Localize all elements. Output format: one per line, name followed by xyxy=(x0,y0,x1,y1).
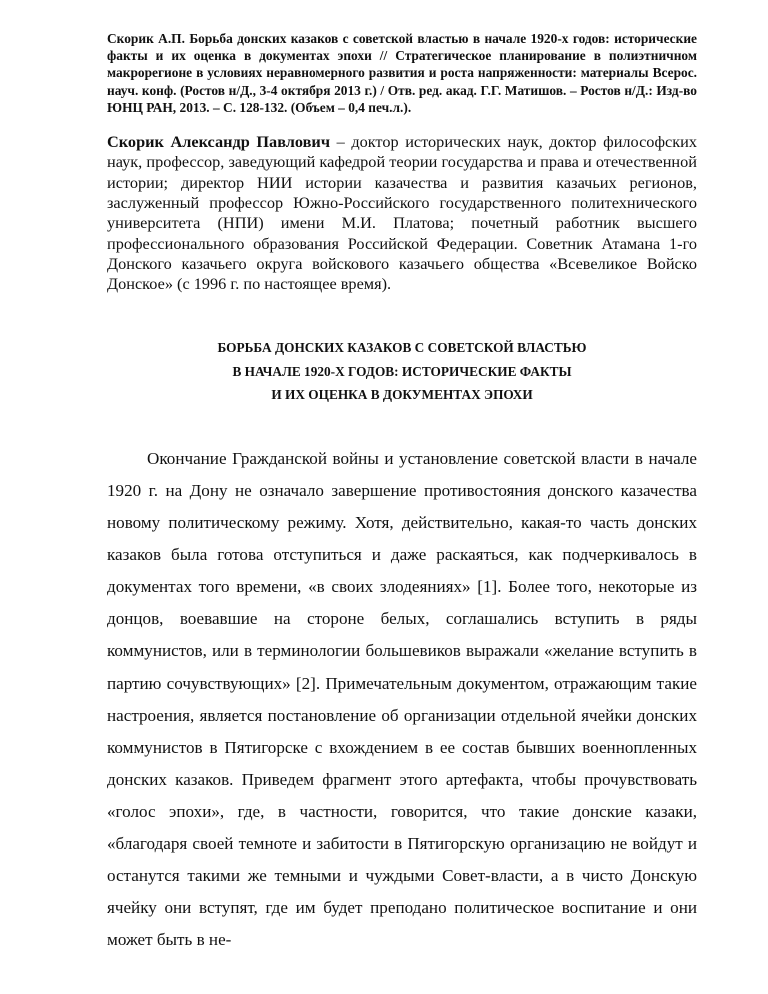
document-page xyxy=(107,30,697,956)
citation-header: Скорик А.П. Борьба донских казаков с советской властью в начале 1920-х годов: исторические факты и их оценка в документах эпохи // Стратегическое планирование в полиэтничном макрорегионе в условиях неравномерного развития и роста напряженности: материалы Всерос. науч. конф. (Ростов н/Д., 3-4 октября 2013 г.) / Отв. ред. акад. Г.Г. Матишов. – Ростов н/Д.: Изд-во ЮНЦ РАН, 2013. – С. 128-132. (Объем – 0,4 печ.л.). xyxy=(107,31,697,115)
author-paragraph xyxy=(107,132,697,294)
title-line-1: БОРЬБА ДОНСКИХ КАЗАКОВ С СОВЕТСКОЙ ВЛАСТЬЮ xyxy=(217,340,587,356)
title-line-3: И ИХ ОЦЕНКА В ДОКУМЕНТАХ ЭПОХИ xyxy=(271,387,533,403)
article-title xyxy=(107,336,697,407)
body-paragraph: Окончание Гражданской войны и установление советской власти в начале 1920 г. на Дону не означало завершение противостояния донского казачества новому политическому режиму. Хотя, действительно, какая-то часть донских казаков была готова отступиться и даже раскаяться, как подчеркивалось в документах того времени, «в своих злодеяниях» [1]. Более того, некоторые из донцов, воевавшие на стороне белых, соглашались вступить в ряды коммунистов, или в терминологии большевиков выражали «желание вступить в партию сочувствующих» [2]. Примечательным документом, отражающим такие настроения, является постановление об организации отдельной ячейки донских коммунистов в Пятигорске с вхождением в ее состав бывших военнопленных донских казаков. Приведем фрагмент этого артефакта, чтобы прочувствовать «голос эпохи», где, в частности, говорится, что такие донские казаки, «благодаря своей темноте и забитости в Пятигорскую организацию не войдут и останутся такими же темными и чуждыми Совет-власти, а в чисто Донскую ячейку они вступят, где им будет преподано политическое воспитание и они может быть в не- xyxy=(107,448,697,950)
author-bio: – доктор исторических наук, доктор философских наук, профессор, заведующий кафедрой теории государства и права и отечественной истории; директор НИИ истории казачества и развития казачьих регионов, заслуженный профессор Южно-Российского государственного политехнического университета (НПИ) имени М.И. Платова; почетный работник высшего профессионального образования Российской Федерации. Советник Атамана 1-го Донского казачьего округа войскового казачьего общества «Всевеликое Войско Донское» (с 1996 г. по настоящее время). xyxy=(107,132,697,294)
author-name: Скорик Александр Павлович xyxy=(107,132,330,152)
title-line-2: В НАЧАЛЕ 1920-Х ГОДОВ: ИСТОРИЧЕСКИЕ ФАКТЫ xyxy=(232,363,572,379)
